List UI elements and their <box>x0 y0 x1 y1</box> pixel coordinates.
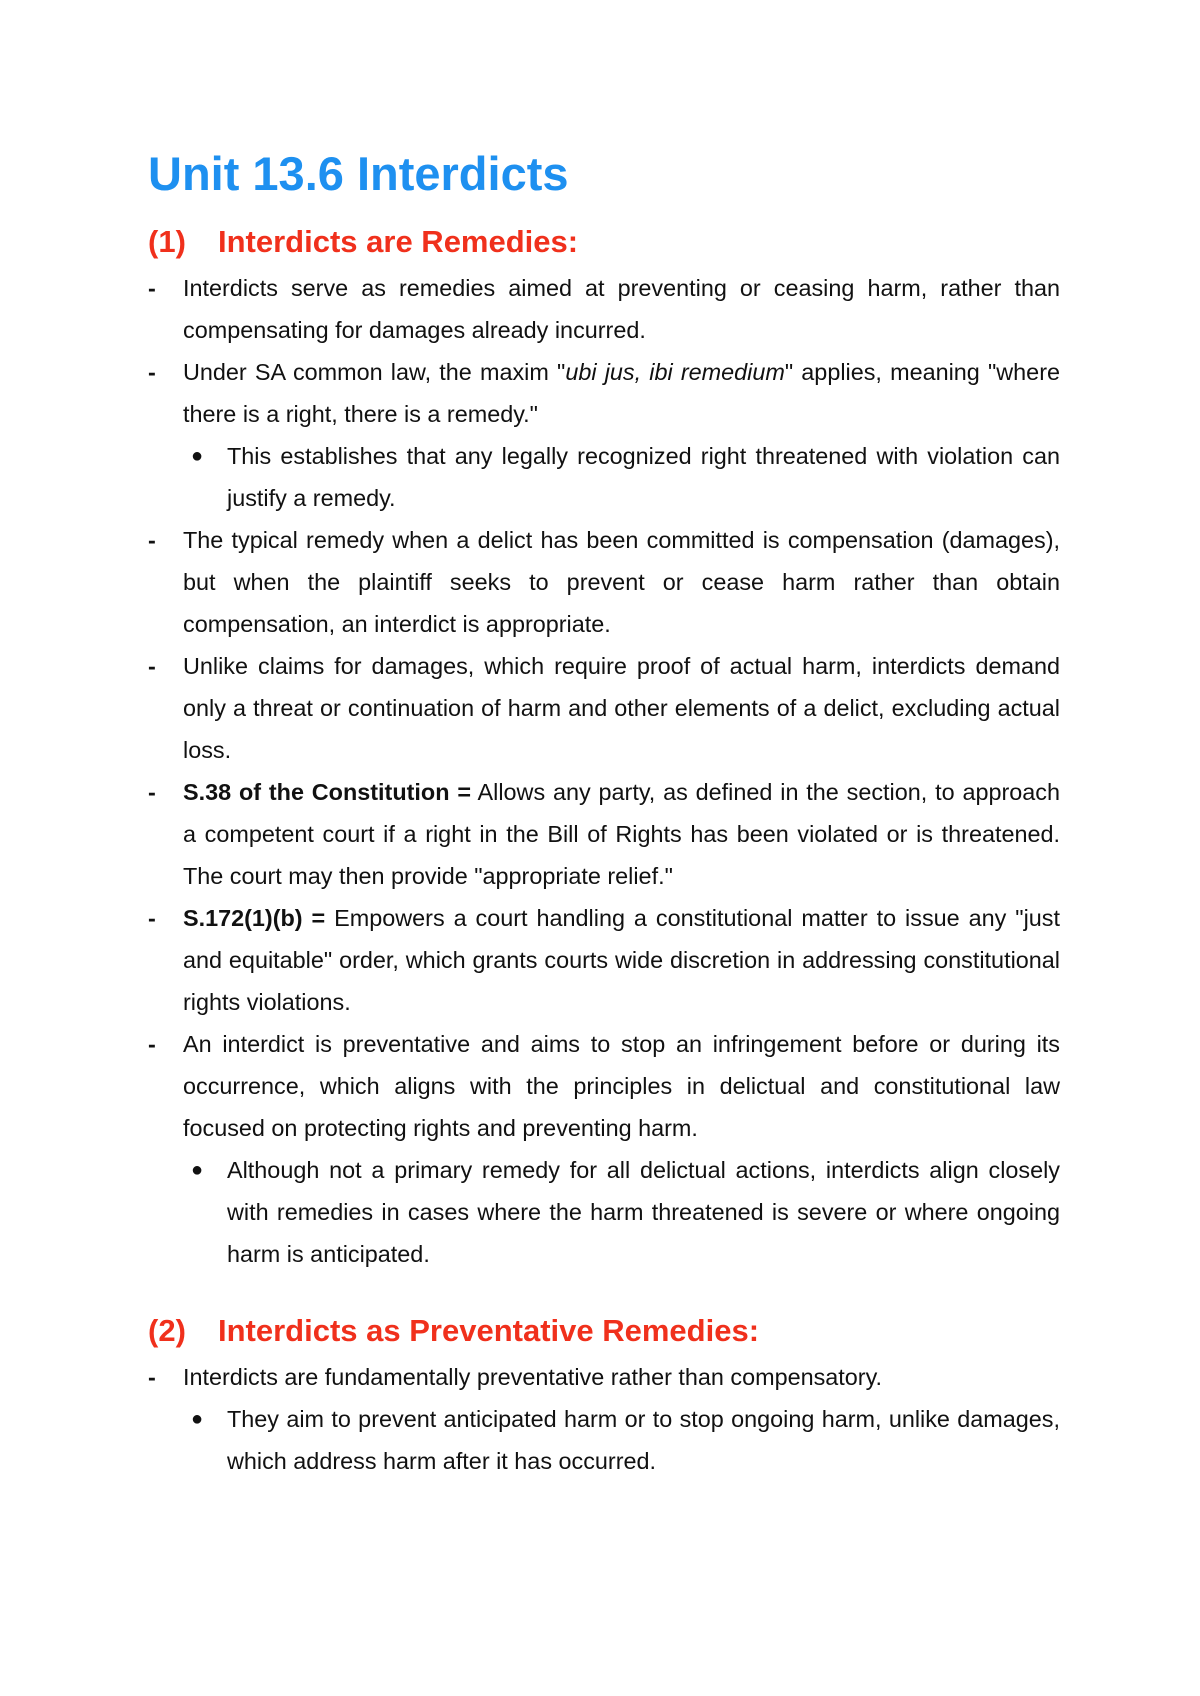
list-item <box>148 645 1060 771</box>
section-heading-text: Interdicts as Preventative Remedies: <box>218 1313 760 1348</box>
sub-item-text: This establishes that any legally recognized right threatened with violation can justify a remedy. <box>227 443 1060 511</box>
dash-marker: - <box>148 1031 156 1057</box>
list-item <box>148 267 1060 351</box>
section-number: (2) <box>148 1313 186 1348</box>
item-text: An interdict is preventative and aims to stop an infringement before or during its occurrence, which aligns with the principles in delictual and constitutional law focused on protecting rights and preventing harm. <box>183 1031 1060 1141</box>
dash-marker: - <box>148 905 156 931</box>
sub-list <box>183 1398 1060 1482</box>
sub-list-item <box>183 1149 1060 1275</box>
sub-list-item <box>183 1398 1060 1482</box>
bullet-marker: ● <box>191 1159 204 1181</box>
sub-list <box>183 1149 1060 1275</box>
section-heading-1 <box>148 222 1060 262</box>
document-body <box>148 140 1060 1482</box>
section-heading-text: Interdicts are Remedies: <box>218 224 579 259</box>
dash-marker: - <box>148 653 156 679</box>
item-text: Interdicts are fundamentally preventative rather than compensatory. <box>183 1364 883 1390</box>
section-2-list <box>148 1356 1060 1482</box>
sub-list <box>183 435 1060 519</box>
section-heading-2 <box>148 1311 1060 1351</box>
sub-item-text: Although not a primary remedy for all delictual actions, interdicts align closely with remedies in cases where the harm threatened is severe or where ongoing harm is anticipated. <box>227 1157 1060 1267</box>
section-1-list <box>148 267 1060 1275</box>
dash-marker: - <box>148 779 156 805</box>
list-item <box>148 1356 1060 1482</box>
item-text: " applies, meaning "where there is a right, there is a remedy." <box>183 359 1060 427</box>
latin-maxim: ubi jus, ibi remedium <box>565 359 785 385</box>
list-item <box>148 519 1060 645</box>
item-text: Empowers a court handling a constitutional matter to issue any "just and equitable" order, which grants courts wide discretion in addressing constitutional rights violations. <box>183 905 1060 1015</box>
dash-marker: - <box>148 527 156 553</box>
item-text: Allows any party, as defined in the section, to approach a competent court if a right in the Bill of Rights has been violated or is threatened. The court may then provide "appropriate relief." <box>183 779 1060 889</box>
item-text: The typical remedy when a delict has been committed is compensation (damages), but when the plaintiff seeks to prevent or cease harm rather than obtain compensation, an interdict is appropriate. <box>183 527 1060 637</box>
sub-item-text: They aim to prevent anticipated harm or to stop ongoing harm, unlike damages, which address harm after it has occurred. <box>227 1406 1060 1474</box>
list-item <box>148 351 1060 519</box>
sub-list-item <box>183 435 1060 519</box>
page-title: Unit 13.6 Interdicts <box>148 147 569 200</box>
statute-reference: S.172(1)(b) = <box>183 905 326 931</box>
bullet-marker: ● <box>191 445 204 467</box>
dash-marker: - <box>148 1364 156 1390</box>
dash-marker: - <box>148 275 156 301</box>
dash-marker: - <box>148 359 156 385</box>
item-text: Interdicts serve as remedies aimed at preventing or ceasing harm, rather than compensating for damages already incurred. <box>183 275 1060 343</box>
statute-reference: S.38 of the Constitution = <box>183 779 471 805</box>
list-item <box>148 771 1060 897</box>
bullet-marker: ● <box>191 1408 204 1430</box>
list-item <box>148 897 1060 1023</box>
item-text: Unlike claims for damages, which require proof of actual harm, interdicts demand only a threat or continuation of harm and other elements of a delict, excluding actual loss. <box>183 653 1060 763</box>
section-number: (1) <box>148 224 186 259</box>
list-item <box>148 1023 1060 1275</box>
item-text: Under SA common law, the maxim " <box>183 359 566 385</box>
